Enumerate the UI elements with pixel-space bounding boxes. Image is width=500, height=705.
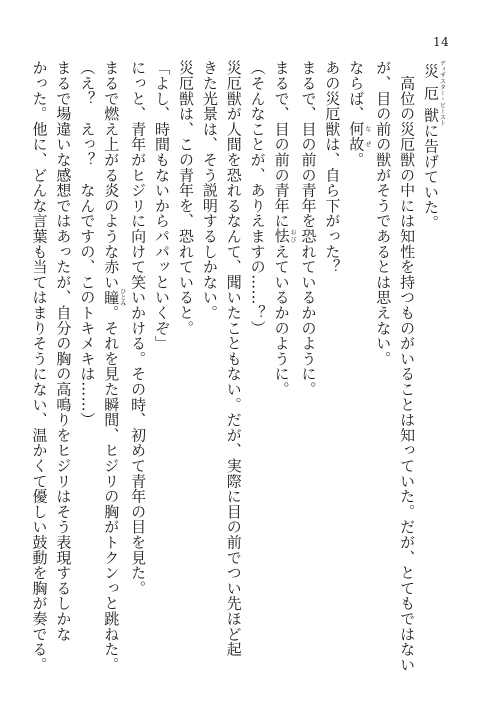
text-line [74,60,98,660]
text-line [149,60,173,660]
line-text: まるで、目の前の青年を恐れているかのように。 [299,60,318,397]
ruby-reading: なぜ [363,121,371,152]
ruby-reading: ディザスター・ビースト [438,60,446,126]
text-line [394,60,418,672]
line-text: が、目の前の獣がそうであるとは思えない。 [374,60,393,366]
line-text: まるで場違いな感想ではあったが、自分の胸の高鳴りをヒジリはそう表現するしかな [54,60,73,642]
text-line [27,60,51,672]
text-line [370,60,394,660]
line-text: に告げていた。 [422,123,440,231]
text-line [51,60,75,660]
text-line [343,60,370,660]
ruby-base: 何故 [347,121,366,152]
line-text: まるで、目の前の青年に [272,60,291,229]
vertical-text-body [30,60,446,673]
text-line [418,60,445,660]
ruby-annotation [347,121,371,152]
ruby-annotation [272,228,297,244]
ruby-annotation [102,288,126,307]
line-text: 。 [347,151,366,168]
page-number: 14 [433,35,450,49]
text-line [98,60,126,673]
line-text: えているかのように。 [272,243,291,397]
line-text: （え？ えっ？ なんですの、このトキメキは……） [78,60,97,428]
ruby-base: 瞳 [102,288,121,307]
ruby-reading: ひとみ [118,288,126,307]
line-text: ならば、 [347,60,366,122]
ruby-base: 災厄獣 [422,60,440,126]
line-text: あの災厄獣は、自ら下がった？ [323,60,342,275]
line-text: 災厄獣が人間を恐れるなんて、聞いたこともない。だが、実際に目の前でつい先ほど起 [224,60,243,657]
text-line [245,60,269,660]
text-line [173,60,197,660]
line-text: 「よし、時間もないからパパッといくぞ」 [153,60,172,351]
ruby-annotation [422,60,446,126]
line-text: きた光景は、そう説明するしかない。 [200,60,219,321]
line-text: （そんなことが、ありえますの……？） [248,60,267,336]
line-text: まるで燃え上がる炎のような赤い [102,60,121,290]
text-line [125,60,149,660]
line-text: にっと、青年がヒジリに向けて笑いかける。その時、初めて青年の目を見た。 [129,60,148,596]
text-line [221,60,245,660]
ruby-reading: おび [289,228,297,244]
line-text: 。それを見た瞬間、ヒジリの胸がトクンっと跳ねた。 [102,304,121,673]
line-text: かった。他に、どんな言葉も当てはまりそうにない、温かくて優しい鼓動を胸が奏でる。 [30,60,49,672]
text-line [197,60,221,660]
text-line [269,60,296,660]
ruby-base: 怯 [272,228,291,244]
text-line [296,60,320,660]
line-text: 高位の災厄獣の中には知性を持つものがいることは知っていた。だが、とてもではない [398,60,417,672]
line-text: 災厄獣は、この青年を、恐れていると。 [176,60,195,336]
text-line [319,60,343,660]
